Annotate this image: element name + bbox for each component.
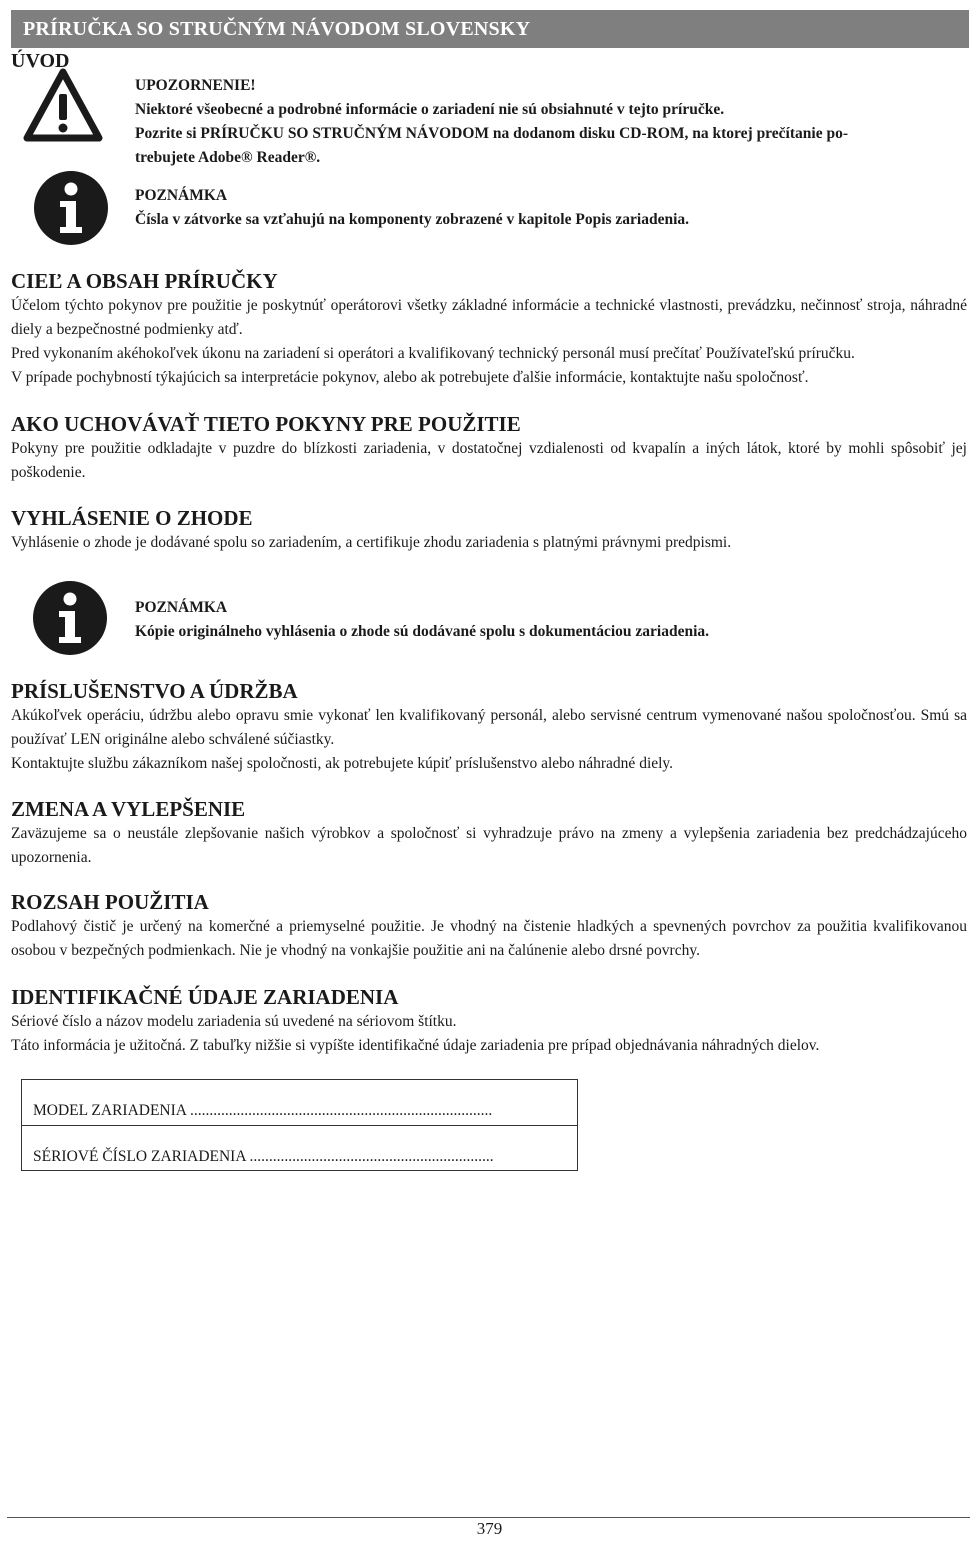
model-label: MODEL ZARIADENIA ..............................................................................: [33, 1102, 493, 1119]
note-title: POZNÁMKA: [135, 187, 228, 204]
intro-heading: ÚVOD: [11, 50, 70, 72]
section-purpose-p3: V prípade pochybností týkajúcich sa interpretácie pokynov, alebo ak potrebujete ďalšie informácie, kontaktujte našu spoločnosť.: [11, 369, 809, 386]
footer-divider: [7, 1517, 970, 1518]
section-storage: [11, 411, 967, 485]
section-conformity-p1: Vyhlásenie o zhode je dodávané spolu so zariadením, a certifikuje zhodu zariadenia s platnými právnymi predpismi.: [11, 534, 732, 551]
section-storage-heading: AKO UCHOVÁVAŤ TIETO POKYNY PRE POUŽITIE: [11, 412, 521, 436]
warning-line-3: trebujete Adobe® Reader®.: [135, 149, 321, 166]
section-changes-heading: ZMENA A VYLEPŠENIE: [11, 797, 246, 821]
note-callout: [135, 184, 965, 232]
section-conformity: [11, 505, 967, 555]
warning-line-1: Niektoré všeobecné a podrobné informácie o zariadení nie sú obsiahnuté v tejto príručke.: [135, 101, 725, 118]
section-scope-heading: ROZSAH POUŽITIA: [11, 890, 209, 914]
section-identification: [11, 984, 967, 1058]
section-scope: [11, 889, 967, 963]
serial-row[interactable]: [22, 1125, 577, 1170]
identification-table: [21, 1079, 578, 1171]
section-changes: [11, 796, 967, 870]
warning-line-2: Pozrite si PRÍRUČKU SO STRUČNÝM NÁVODOM na dodanom disku CD-ROM, na ktorej prečítanie po-: [135, 125, 848, 142]
section-accessories: [11, 678, 967, 776]
conformity-note-text: Kópie originálneho vyhlásenia o zhode sú dodávané spolu s dokumentáciou zariadenia.: [135, 623, 710, 640]
warning-icon: [22, 67, 104, 145]
model-row[interactable]: [22, 1080, 577, 1125]
section-purpose-p1: Účelom týchto pokynov pre použitie je poskytnúť operátorovi všetky základné informácie a technické vlastnosti, prevádzku, nečinnosť stroja, náhradné diely a bezpečnostné podmienky atď.: [11, 297, 967, 338]
note-text: Čísla v zátvorke sa vzťahujú na komponenty zobrazené v kapitole Popis zariadenia.: [135, 211, 690, 228]
section-purpose-p2: Pred vykonaním akéhokoľvek úkonu na zariadení si operátori a kvalifikovaný technický personál musí prečítať Používateľskú príručku.: [11, 345, 855, 362]
warning-callout: [135, 74, 965, 170]
conformity-note-callout: [135, 596, 965, 644]
section-purpose-heading: CIEĽ A OBSAH PRÍRUČKY: [11, 269, 278, 293]
conformity-note-title: POZNÁMKA: [135, 599, 228, 616]
section-identification-p2: Táto informácia je užitočná. Z tabuľky nižšie si vypíšte identifikačné údaje zariadenia pre prípad objednávania náhradných dielov.: [11, 1037, 820, 1054]
section-identification-heading: IDENTIFIKAČNÉ ÚDAJE ZARIADENIA: [11, 985, 399, 1009]
page-number: 379: [476, 1519, 503, 1538]
section-accessories-heading: PRÍSLUŠENSTVO A ÚDRŽBA: [11, 679, 298, 703]
section-purpose: [11, 268, 967, 390]
section-changes-p1: Zaväzujeme sa o neustále zlepšovanie našich výrobkov a spoločnosť si vyhradzuje právo na zmeny a vylepšenia zariadenia bez predchádzajúceho upozornenia.: [11, 825, 967, 866]
info-icon: [32, 170, 110, 246]
section-scope-p1: Podlahový čistič je určený na komerčné a priemyselné použitie. Je vhodný na čistenie hladkých a spevnených povrchov za použitia kvalifikovanou osobou v bezpečných podmienkach. Nie je vhodný na vonkajšie použitie ani na čalúnenie alebo drsné povrchy.: [11, 918, 967, 959]
section-accessories-p1: Akúkoľvek operáciu, údržbu alebo opravu smie vykonať len kvalifikovaný personál, alebo servisné centrum vymenované našou spoločnosťou. Smú sa používať LEN originálne alebo schválené súčiastky.: [11, 707, 967, 748]
section-accessories-p2: Kontaktujte službu zákazníkom našej spoločnosti, ak potrebujete kúpiť príslušenstvo alebo náhradné diely.: [11, 755, 674, 772]
serial-label: SÉRIOVÉ ČÍSLO ZARIADENIA ...............................................................: [33, 1148, 494, 1165]
info-icon: [31, 579, 109, 657]
section-identification-p1: Sériové číslo a názov modelu zariadenia sú uvedené na sériovom štítku.: [11, 1013, 457, 1030]
section-conformity-heading: VYHLÁSENIE O ZHODE: [11, 506, 253, 530]
warning-title: UPOZORNENIE!: [135, 77, 256, 94]
section-storage-p1: Pokyny pre použitie odkladajte v puzdre do blízkosti zariadenia, v dostatočnej vzdialenosti od kvapalín a iných látok, ktoré by mohli spôsobiť jej poškodenie.: [11, 440, 967, 481]
page-header-title: PRÍRUČKA SO STRUČNÝM NÁVODOM SLOVENSKY: [11, 10, 969, 48]
